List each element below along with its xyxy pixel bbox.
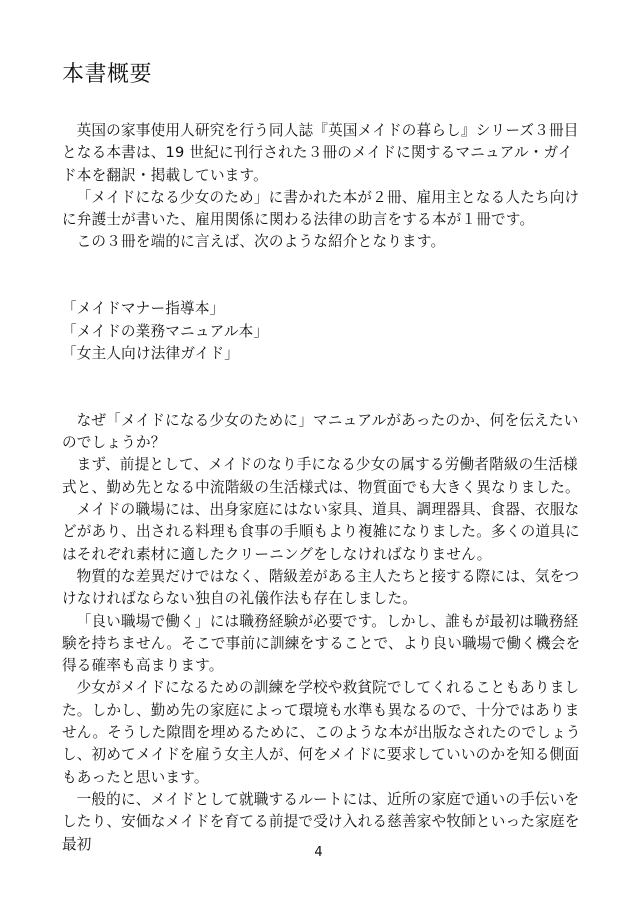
page-number: 4 xyxy=(314,845,323,860)
body-text xyxy=(62,120,582,856)
page-title: 本書概要 xyxy=(62,62,153,87)
main-paragraph-5: 「良い職場で働く」には職務経験が必要です。しかし、誰もが最初は職務経験を持ちません。そこで事前に訓練をすることで、より良い職場で働く機会を得る確率も高まります。 xyxy=(62,612,581,675)
book-list-item-legal: 「女主人向け法律ガイド」 xyxy=(62,344,240,362)
intro-paragraph-1: 英国の家事使用人研究を行う同人誌『英国メイドの暮らし』シリーズ３冊目となる本書は、19 世紀に刊行された３冊のメイドに関するマニュアル・ガイド本を翻訳・掲載しています。 xyxy=(62,122,579,184)
main-paragraph-1: なぜ「メイドになる少女のために」マニュアルがあったのか、何を伝えたいのでしょうか？ xyxy=(62,411,579,452)
spacer xyxy=(62,388,582,410)
spacer xyxy=(62,276,582,298)
book-list-item-manners: 「メイドマナー指導本」 xyxy=(62,300,225,318)
intro-paragraph-3: この３冊を端的に言えば、次のような紹介となります。 xyxy=(76,233,446,251)
main-paragraph-3: メイドの職場には、出身家庭にはない家具、道具、調理器具、食器、衣服などがあり、出される料理も食事の手順もより複雑になりました。多くの道具にはそれぞれ素材に適したクリーニングをしなければなりません。 xyxy=(62,501,580,563)
intro-paragraph-2: 「メイドになる少女のため」に書かれた本が２冊、雇用主となる人たち向けに弁護士が書いた、雇用関係に関わる法律の助言をする本が１冊です。 xyxy=(62,188,580,229)
spacer xyxy=(62,254,582,276)
book-list-item-manual: 「メイドの業務マニュアル本」 xyxy=(62,322,269,340)
spacer xyxy=(62,365,582,387)
main-paragraph-2: まず、前提として、メイドのなり手になる少女の属する労働者階級の生活様式と、勤め先となる中流階級の生活様式は、物質面でも大きく異なりました。 xyxy=(62,456,580,496)
main-paragraph-6: 少女がメイドになるための訓練を学校や救貧院でしてくれることもありました。しかし、勤め先の家庭によって環境も水準も異なるので、十分ではありません。そうした隙間を埋めるために、このような本が出版なされたのでしょうし、初めてメイドを雇う女主人が、何をメイドに要求していいのかを知る側面もあったと思います。 xyxy=(62,679,581,786)
main-paragraph-4: 物質的な差異だけではなく、階級差がある主人たちと接する際には、気をつけなければならない独自の礼儀作法も存在しました。 xyxy=(62,567,580,608)
main-paragraph-7: 一般的に、メイドとして就職するルートには、近所の家庭で通いの手伝いをしたり、安価なメイドを育てる前提で受け入れる慈善家や牧師といった家庭を最初 xyxy=(62,790,580,853)
